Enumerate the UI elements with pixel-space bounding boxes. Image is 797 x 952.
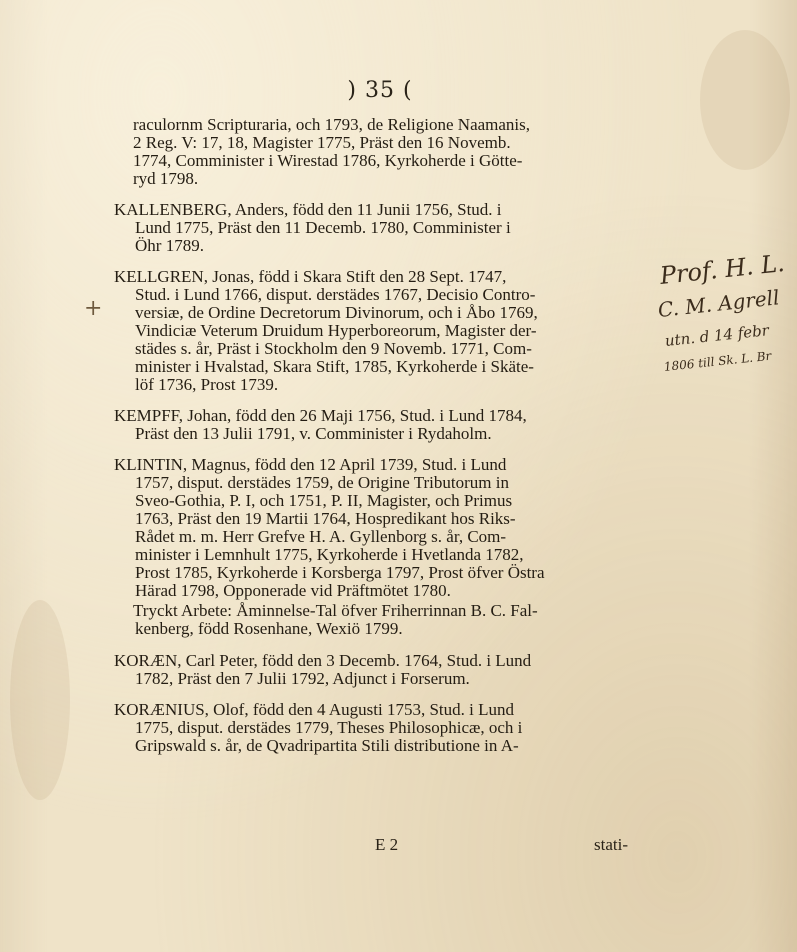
printed-works-note (114, 602, 654, 638)
entry-klintin (114, 456, 654, 638)
biographical-entries (114, 116, 654, 768)
entry-line: Rådet m. m. Herr Grefve H. A. Gyllenborg s. år, Com- (135, 527, 507, 546)
entry-line: Vindiciæ Veterum Druidum Hyperboreorum, Magister der- (135, 321, 537, 340)
handwritten-line: Prof. H. L. (658, 248, 786, 290)
entry-line: 1757, disput. derstädes 1759, de Origine Tributorum in (135, 473, 509, 492)
entry-line: 1775, disput. derstädes 1779, Theses Philosophicæ, och i (135, 718, 523, 737)
entry-line: Prost 1785, Kyrkoherde i Korsberga 1797, Prost öfver Östra (135, 563, 545, 582)
entry-continuation (114, 116, 654, 188)
handwritten-line: 1806 till Sk. L. Br (663, 348, 772, 374)
entry-line: Stud. i Lund 1766, disput. derstädes 1767, Decisio Contro- (135, 285, 536, 304)
paper-stain (10, 600, 70, 800)
entry-line: Präst den 13 Julii 1791, v. Comminister i Rydaholm. (135, 424, 492, 443)
entry-line: Gripswald s. år, de Qvadripartita Stili distributione in A- (135, 736, 519, 755)
entry-line: KELLGREN, Jonas, född i Skara Stift den 28 Sept. 1747, (114, 267, 507, 286)
entry-kempff (114, 407, 654, 443)
entry-line: löf 1736, Prost 1739. (135, 375, 279, 394)
catchword: stati- (594, 835, 628, 854)
entry-line: Lund 1775, Präst den 11 Decemb. 1780, Comminister i (135, 218, 511, 237)
entry-kellgren (114, 268, 654, 394)
entry-line: 1763, Präst den 19 Martii 1764, Hospredikant hos Riks- (135, 509, 516, 528)
entry-line: KORÆNIUS, Olof, född den 4 Augusti 1753, Stud. i Lund (114, 700, 514, 719)
entry-kallenberg (114, 201, 654, 255)
entry-line: minister i Lemnhult 1775, Kyrkoherde i Hvetlanda 1782, (135, 545, 524, 564)
entry-koraenius (114, 701, 654, 755)
handwritten-annotation (640, 248, 797, 374)
entry-line: KEMPFF, Johan, född den 26 Maji 1756, Stud. i Lund 1784, (114, 406, 527, 425)
entry-koraen (114, 652, 654, 688)
entry-line: KLINTIN, Magnus, född den 12 April 1739, Stud. i Lund (114, 455, 507, 474)
entry-line: 1774, Comminister i Wirestad 1786, Kyrkoherde i Götte- (133, 151, 523, 170)
handwritten-line: C. M. Agrell (656, 285, 781, 322)
entry-line: 2 Reg. V: 17, 18, Magister 1775, Präst den 16 Novemb. (133, 133, 511, 152)
entry-line: versiæ, de Ordine Decretorum Divinorum, och i Åbo 1769, (135, 303, 538, 322)
entry-line: ryd 1798. (133, 169, 199, 188)
entry-line: raculornm Scripturaria, och 1793, de Religione Naamanis, (133, 115, 531, 134)
entry-line: 1782, Präst den 7 Julii 1792, Adjunct i Forserum. (135, 669, 470, 688)
margin-cross-mark: + (84, 296, 103, 321)
note-line: kenberg, född Rosenhane, Wexiö 1799. (135, 619, 403, 638)
handwritten-line: utn. d 14 febr (664, 321, 770, 350)
entry-line: KORÆN, Carl Peter, född den 3 Decemb. 1764, Stud. i Lund (114, 651, 532, 670)
page-number: ) 35 ( (347, 78, 413, 103)
entry-line: Sveo-Gothia, P. I, och 1751, P. II, Magister, och Primus (135, 491, 513, 510)
entry-line: minister i Hvalstad, Skara Stift, 1785, Kyrkoherde i Skäte- (135, 357, 534, 376)
entry-line: Öhr 1789. (135, 236, 204, 255)
signature-mark: E 2 (375, 835, 399, 854)
entry-line: Härad 1798, Opponerade vid Präftmötet 1780. (135, 581, 451, 600)
entry-line: städes s. år, Präst i Stockholm den 9 Novemb. 1771, Com- (135, 339, 532, 358)
paper-stain (700, 30, 790, 170)
entry-line: KALLENBERG, Anders, född den 11 Junii 1756, Stud. i (114, 200, 502, 219)
note-line: Tryckt Arbete: Åminnelse-Tal öfver Friherrinnan B. C. Fal- (133, 601, 538, 620)
